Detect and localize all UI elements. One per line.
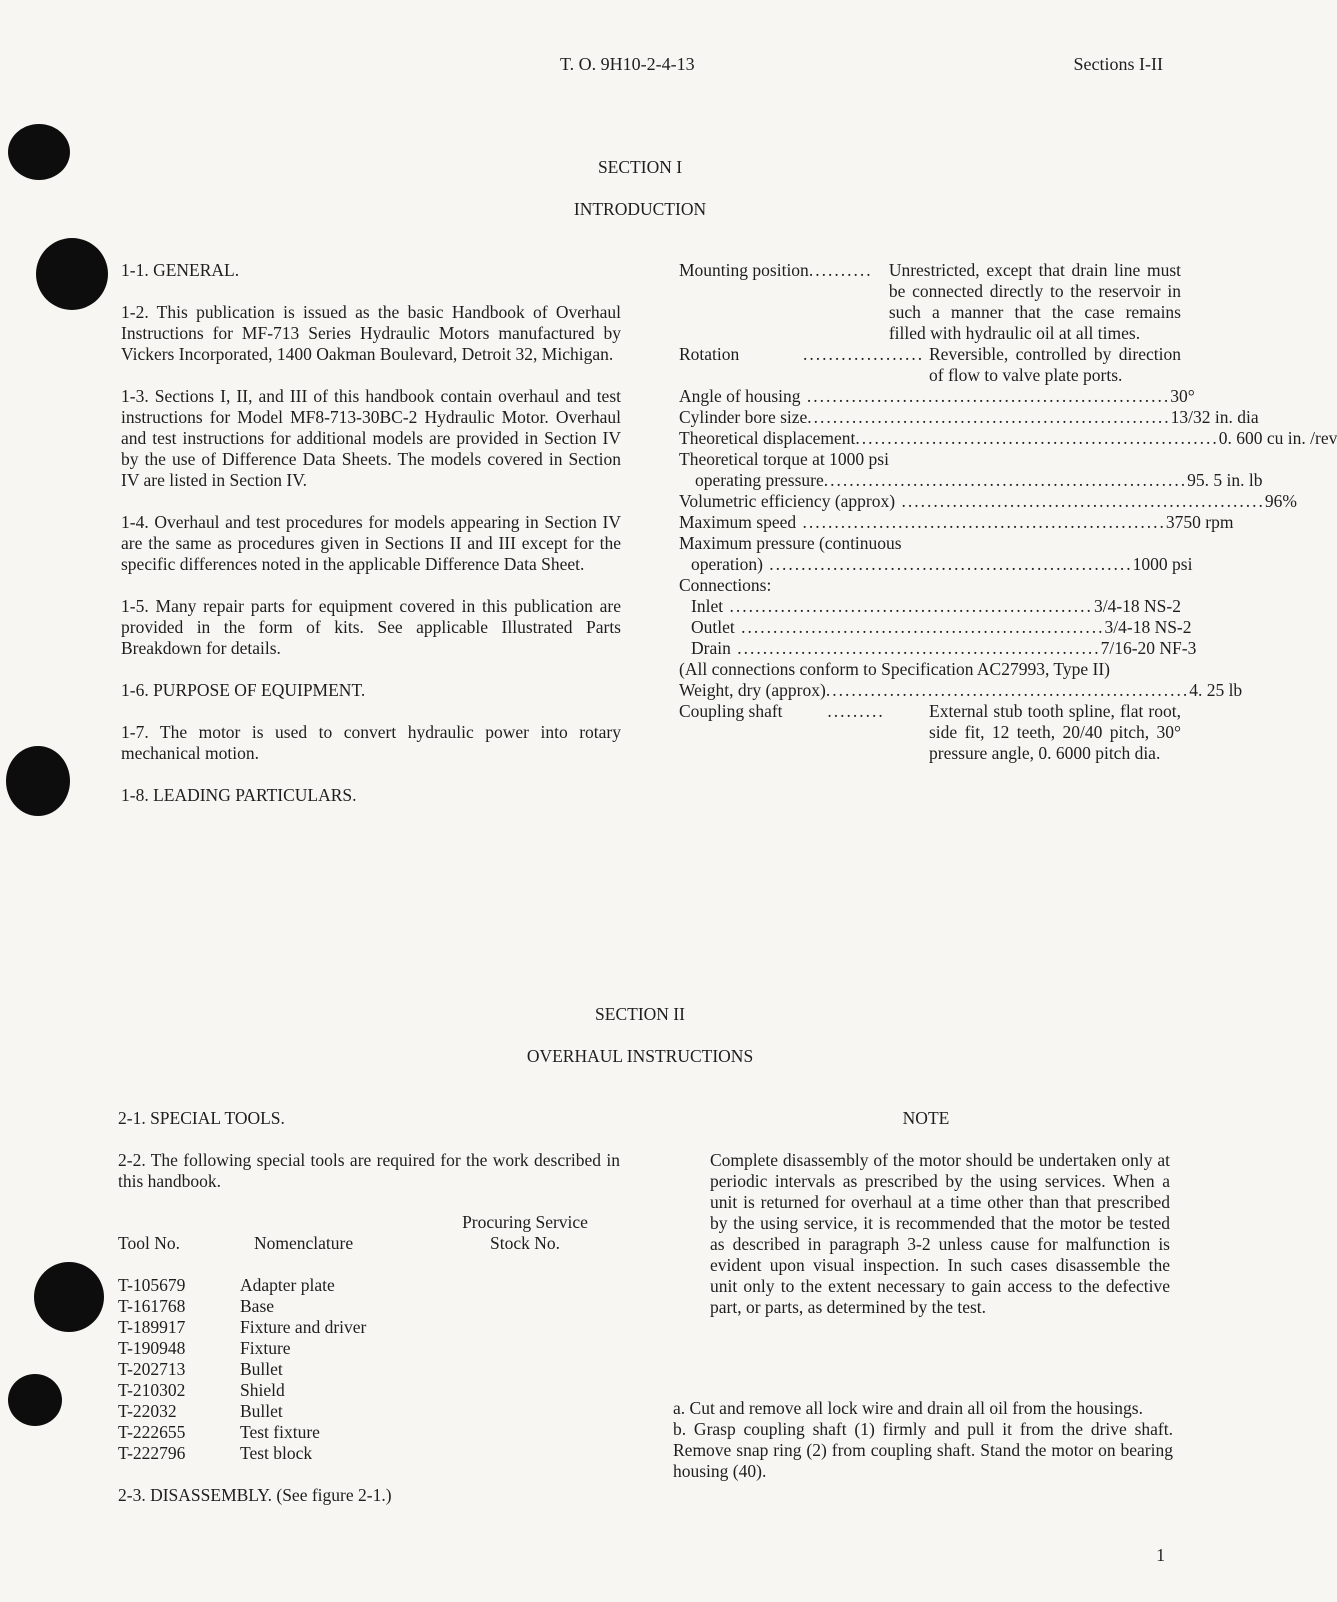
table-row bbox=[118, 1359, 620, 1380]
paragraph-1-2: 1-2. This publication is issued as the basic Handbook of Overhaul Instructions for MF-713 Series Hydraulic Motors manufactured by Vickers Incorporated, 1400 Oakman Boulevard, Detroit 32, Michigan. bbox=[121, 302, 621, 364]
inlet-value: 3/4-18 NS-2 bbox=[1093, 596, 1181, 616]
torque-label-line1: Theoretical torque at 1000 psi bbox=[679, 449, 889, 469]
tool-name: Fixture and driver bbox=[240, 1317, 367, 1337]
punch-hole-top bbox=[8, 124, 70, 180]
vol-eff-label: Volumetric efficiency (approx) bbox=[679, 491, 896, 511]
table-row bbox=[118, 1338, 620, 1359]
weight-label: Weight, dry (approx) bbox=[679, 680, 826, 700]
vol-eff-value: 96% bbox=[1264, 491, 1297, 511]
tool-no: T-190948 bbox=[118, 1338, 186, 1358]
drain-value: 7/16-20 NF-3 bbox=[1100, 638, 1197, 658]
max-pressure-value: 1000 psi bbox=[1132, 554, 1193, 574]
tool-name: Fixture bbox=[240, 1338, 291, 1358]
tool-no: T-161768 bbox=[118, 1296, 186, 1316]
section-range: Sections I-II bbox=[1073, 54, 1163, 74]
punch-hole-bottom bbox=[8, 1374, 62, 1426]
step-b: b. Grasp coupling shaft (1) firmly and pull it from the drive shaft. Remove snap ring (2) from coupling shaft. Stand the motor on bearing housing (40). bbox=[673, 1419, 1173, 1481]
punch-hole-upper bbox=[36, 238, 108, 310]
paragraph-1-1: 1-1. GENERAL. bbox=[121, 260, 240, 280]
stock-no-header-line1: Procuring Service bbox=[462, 1212, 588, 1232]
outlet-value: 3/4-18 NS-2 bbox=[1104, 617, 1192, 637]
drain-row: Drain ......................................................... 7/16-20 NF-3 bbox=[691, 638, 1197, 658]
table-row bbox=[118, 1317, 620, 1338]
torque-row: operating pressure ......................................................... 95. 5 in. lb bbox=[695, 470, 1263, 490]
section-1-title: SECTION I bbox=[597, 157, 683, 177]
special-tools-table bbox=[118, 1212, 620, 1464]
disassembly-steps bbox=[673, 1398, 1173, 1482]
page-number: 1 bbox=[1156, 1545, 1165, 1565]
bore-label: Cylinder bore size bbox=[679, 407, 808, 427]
inlet-label: Inlet bbox=[691, 596, 724, 616]
drain-label: Drain bbox=[691, 638, 731, 658]
paragraph-2-3: 2-3. DISASSEMBLY. (See figure 2-1.) bbox=[118, 1485, 392, 1505]
coupling-label: Coupling shaft bbox=[679, 701, 783, 721]
tool-no: T-222796 bbox=[118, 1443, 186, 1463]
max-speed-label: Maximum speed bbox=[679, 512, 797, 532]
paragraph-2-2: 2-2. The following special tools are required for the work described in this handbook. bbox=[118, 1150, 620, 1191]
mounting-position-row: Mounting position .......... Unrestricted, except that drain line must be connected directly to the reservoir in such a manner that the case remains filled with hydraulic oil at all times. bbox=[679, 260, 1181, 343]
paragraph-1-5: 1-5. Many repair parts for equipment covered in this publication are provided in the form of kits. See applicable Illustrated Parts Breakdown for details. bbox=[121, 596, 621, 658]
section-2-left-column bbox=[118, 1108, 620, 1506]
tool-name: Adapter plate bbox=[240, 1275, 335, 1295]
tool-no-header: Tool No. bbox=[118, 1233, 180, 1253]
weight-value: 4. 25 lb bbox=[1189, 680, 1243, 700]
table-row bbox=[118, 1401, 620, 1422]
paragraph-1-4: 1-4. Overhaul and test procedures for models appearing in Section IV are the same as procedures given in Sections II and III except for the specific differences noted in the applicable Difference Data Sheet. bbox=[121, 512, 621, 574]
paragraph-1-6: 1-6. PURPOSE OF EQUIPMENT. bbox=[121, 680, 366, 700]
bore-value: 13/32 in. dia bbox=[1170, 407, 1259, 427]
coupling-value: External stub tooth spline, flat root, side fit, 12 teeth, 20/40 pitch, 30° pressure angle, 0. 6000 pitch dia. bbox=[929, 701, 1181, 763]
step-a: a. Cut and remove all lock wire and drain all oil from the housings. bbox=[673, 1398, 1143, 1418]
tool-no: T-22032 bbox=[118, 1401, 177, 1421]
rotation-row: Rotation ................... Reversible, controlled by direction of flow to valve plate ports. bbox=[679, 344, 1181, 385]
table-row bbox=[118, 1380, 620, 1401]
punch-hole-middle bbox=[6, 746, 70, 816]
section-1-subtitle: INTRODUCTION bbox=[573, 199, 707, 219]
section-2-title: SECTION II bbox=[595, 1004, 685, 1024]
tool-no: T-222655 bbox=[118, 1422, 186, 1442]
section-2-subtitle: OVERHAUL INSTRUCTIONS bbox=[526, 1046, 754, 1066]
table-row bbox=[118, 1443, 620, 1464]
note-text: Complete disassembly of the motor should be undertaken only at periodic intervals as prescribed by the using services. When a unit is returned for overhaul at a time other than that prescribed by the using service, it is recommended that the motor be tested as described in paragraph 3-2 unless cause for malfunction is evident upon visual inspection. In such cases disassemble the unit only to the extent necessary to gain access to the defective part, or parts, as determined by the test. bbox=[710, 1150, 1170, 1317]
max-speed-row: Maximum speed ......................................................... 3750 rpm bbox=[679, 512, 1234, 532]
displacement-value: 0. 600 cu in. /rev bbox=[1218, 428, 1337, 448]
rotation-value: Reversible, controlled by direction of flow to valve plate ports. bbox=[929, 344, 1181, 385]
angle-value: 30° bbox=[1170, 386, 1195, 406]
tool-no: T-189917 bbox=[118, 1317, 186, 1337]
displacement-label: Theoretical displacement bbox=[679, 428, 856, 448]
bore-row: Cylinder bore size ......................................................... 13/32 in. dia bbox=[679, 407, 1259, 427]
vol-eff-row: Volumetric efficiency (approx) ......................................................... 96% bbox=[679, 491, 1297, 511]
rotation-label: Rotation bbox=[679, 344, 740, 364]
outlet-label: Outlet bbox=[691, 617, 735, 637]
table-row bbox=[118, 1275, 620, 1296]
max-pressure-label-line1: Maximum pressure (continuous bbox=[679, 533, 902, 553]
document-number: T. O. 9H10-2-4-13 bbox=[560, 54, 695, 74]
max-pressure-label-line2: operation) bbox=[691, 554, 763, 574]
mounting-position-label: Mounting position bbox=[679, 260, 809, 280]
connections-label: Connections: bbox=[679, 575, 772, 595]
paragraph-2-1: 2-1. SPECIAL TOOLS. bbox=[118, 1108, 285, 1128]
tool-name: Test block bbox=[240, 1443, 313, 1463]
tool-name: Shield bbox=[240, 1380, 285, 1400]
outlet-row: Outlet ......................................................... 3/4-18 NS-2 bbox=[691, 617, 1192, 637]
paragraph-1-8: 1-8. LEADING PARTICULARS. bbox=[121, 785, 357, 805]
tool-name: Test fixture bbox=[240, 1422, 320, 1442]
connections-note: (All connections conform to Specification AC27993, Type II) bbox=[679, 659, 1110, 679]
tool-name: Bullet bbox=[240, 1359, 283, 1379]
paragraph-1-3: 1-3. Sections I, II, and III of this handbook contain overhaul and test instructions for Model MF8-713-30BC-2 Hydraulic Motor. Overhaul and test instructions for additional models are provided in Section IV by the use of Difference Data Sheets. The models covered in Section IV are listed in Section IV. bbox=[121, 386, 621, 490]
inlet-row: Inlet ......................................................... 3/4-18 NS-2 bbox=[691, 596, 1181, 616]
tool-no: T-105679 bbox=[118, 1275, 186, 1295]
coupling-row: Coupling shaft ......... External stub tooth spline, flat root, side fit, 12 teeth, 20/40 pitch, 30° pressure angle, 0. 6000 pitch dia. bbox=[679, 701, 1181, 763]
nomenclature-header: Nomenclature bbox=[254, 1233, 354, 1253]
table-row bbox=[118, 1296, 620, 1317]
note-title: NOTE bbox=[902, 1108, 950, 1128]
weight-row: Weight, dry (approx) ......................................................... 4. 25 lb bbox=[679, 680, 1243, 700]
max-pressure-row: operation) ......................................................... 1000 psi bbox=[691, 554, 1193, 574]
displacement-row: Theoretical displacement ......................................................... 0. 600 cu in. /rev bbox=[679, 428, 1337, 448]
section-1-left-column bbox=[121, 260, 621, 806]
max-speed-value: 3750 rpm bbox=[1165, 512, 1234, 532]
mounting-position-value: Unrestricted, except that drain line must be connected directly to the reservoir in such a manner that the case remains filled with hydraulic oil at all times. bbox=[888, 260, 1181, 343]
tool-name: Base bbox=[240, 1296, 275, 1316]
punch-hole-lower bbox=[34, 1262, 104, 1332]
angle-row: Angle of housing ......................................................... 30° bbox=[679, 386, 1195, 406]
paragraph-1-7: 1-7. The motor is used to convert hydraulic power into rotary mechanical motion. bbox=[121, 722, 621, 763]
leading-particulars bbox=[679, 260, 1337, 764]
stock-no-header-line2: Stock No. bbox=[490, 1233, 560, 1253]
torque-value: 95. 5 in. lb bbox=[1187, 470, 1263, 490]
tool-no: T-210302 bbox=[118, 1380, 186, 1400]
torque-label-line2: operating pressure bbox=[695, 470, 824, 490]
tool-name: Bullet bbox=[240, 1401, 283, 1421]
angle-label: Angle of housing bbox=[679, 386, 801, 406]
table-row bbox=[118, 1422, 620, 1443]
tool-no: T-202713 bbox=[118, 1359, 186, 1379]
